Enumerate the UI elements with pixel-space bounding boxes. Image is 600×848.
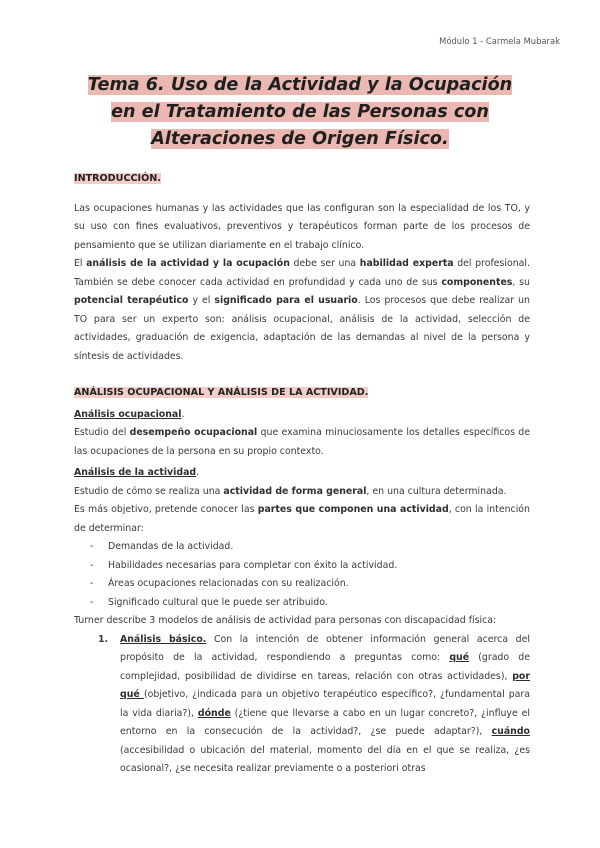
title-line-3: Alteraciones de Origen Físico. <box>151 129 449 149</box>
model-item-basic: 1. Análisis básico. Con la intención de obtener información general acerca del propósito de la actividad, respondiendo a preguntas como: qué (grado de complejidad, posibilidad de dividirse en tareas, relación con otras actividades), por qué (objetivo, ¿indicada para un objetivo terapéutico específico?, ¿fundamental para la vida diaria?), dónde (¿tiene que llevarse a cabo en un lugar concreto?, ¿influye el entorno en la consecución de la actividad?, ¿se puede adaptar?), cuándo (accesibilidad o ubicación del material, momento del día en el que se realiza, ¿es ocasional?, ¿se necesita realizar previamente o a posteriori otras <box>98 633 531 774</box>
occupational-analysis-paragraph: Estudio del desempeño ocupacional que examina minuciosamente los detalles específicos de las ocupaciones de la persona en su propio contexto. <box>74 427 530 457</box>
page-title <box>40 72 560 153</box>
list-item: - Significado cultural que le puede ser atribuido. <box>90 594 530 613</box>
list-item: - Habilidades necesarias para completar con éxito la actividad. <box>90 557 530 576</box>
occupational-analysis-title: Análisis ocupacional. <box>74 408 185 420</box>
activity-analysis-paragraph-1: Estudio de cómo se realiza una actividad de forma general, en una cultura determinada. <box>74 485 507 497</box>
models-list <box>74 631 530 779</box>
document-body <box>74 170 530 779</box>
page-header-note: Módulo 1 - Carmela Mubarak <box>439 36 560 46</box>
activity-analysis-title: Análisis de la actividad. <box>74 467 200 478</box>
intro-heading: INTRODUCCIÓN. <box>74 173 161 184</box>
turner-paragraph: Turner describe 3 modelos de análisis de actividad para personas con discapacidad física: <box>74 615 497 626</box>
list-item: - Áreas ocupaciones relacionadas con su realización. <box>90 575 530 594</box>
title-line-2: en el Tratamiento de las Personas con <box>111 102 489 122</box>
analysis-heading: ANÁLISIS OCUPACIONAL Y ANÁLISIS DE LA ACTIVIDAD. <box>74 387 369 398</box>
determination-list <box>74 538 530 612</box>
title-line-1: Tema 6. Uso de la Actividad y la Ocupación <box>87 75 513 95</box>
intro-paragraph-2: El análisis de la actividad y la ocupación debe ser una habilidad experta del profesional. También se debe conocer cada actividad en profundidad y cada uno de sus componentes, su potencial terapéutico y el significado para el usuario. Los procesos que debe realizar un TO para ser un experto son: análisis ocupacional, análisis de la actividad, selección de actividades, graduación de exigencia, adaptación de las demandas al nivel de la persona y síntesis de actividades. <box>74 258 531 362</box>
activity-analysis-paragraph-2: Es más objetivo, pretende conocer las partes que componen una actividad, con la intención de determinar: <box>74 504 530 534</box>
list-item: - Demandas de la actividad. <box>90 538 530 557</box>
intro-paragraph-1: Las ocupaciones humanas y las actividades que las configuran son la especialidad de los TO, y su uso con fines evaluativos, preventivos y terapéuticos forman parte de los procesos de pensamiento que se utilizan diariamente en el trabajo clínico. <box>74 202 530 251</box>
